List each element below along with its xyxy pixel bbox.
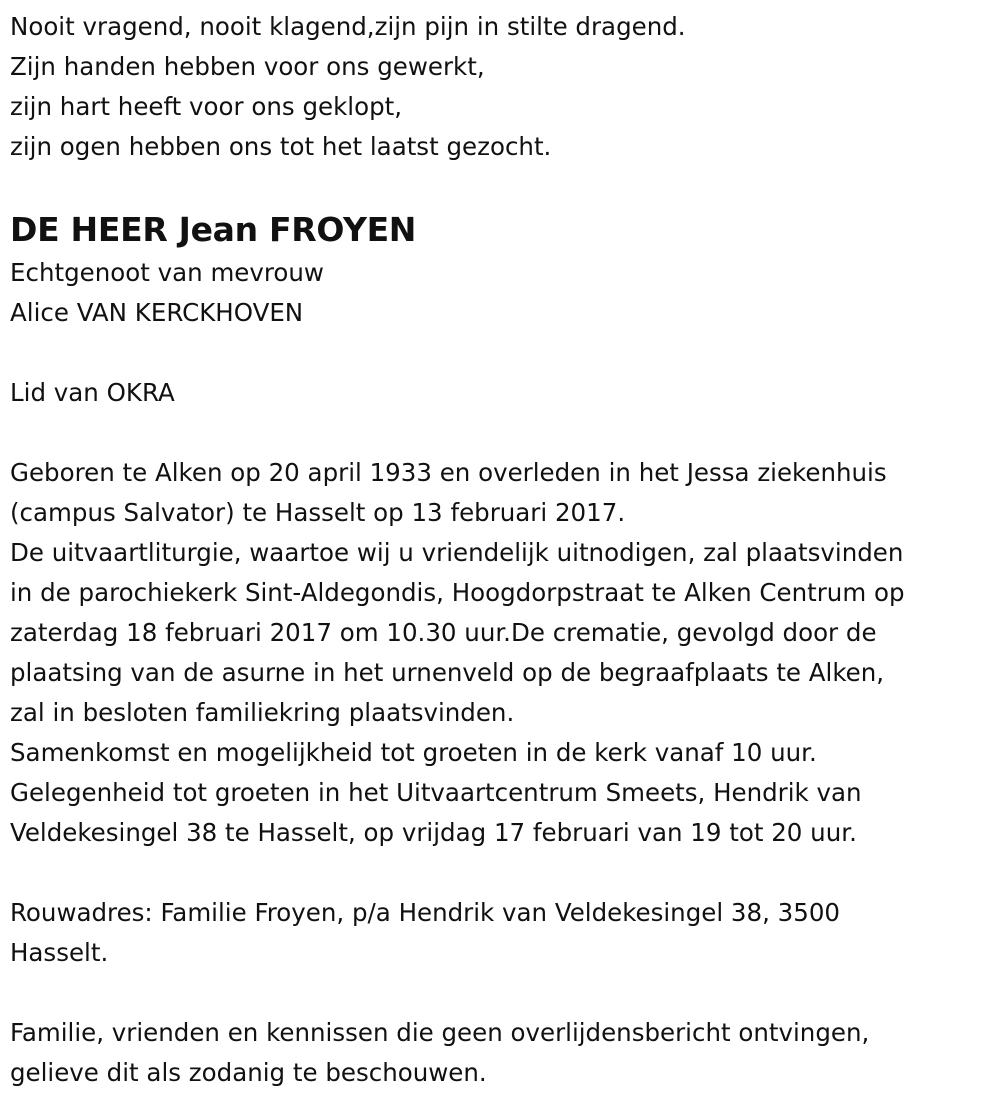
- details-line: in de parochiekerk Sint-Aldegondis, Hoogdorpstraat te Alken Centrum op: [10, 578, 905, 607]
- spouse-line: Alice VAN KERCKHOVEN: [10, 298, 304, 327]
- poem-line: Zijn handen hebben voor ons gewerkt,: [10, 52, 485, 81]
- deceased-name: DE HEER Jean FROYEN: [10, 210, 417, 249]
- closing-line: gelieve dit als zodanig te beschouwen.: [10, 1058, 487, 1087]
- poem-line: Nooit vragend, nooit klagend,zijn pijn in stilte dragend.: [10, 12, 686, 41]
- address-line: Hasselt.: [10, 938, 109, 967]
- address-line: Rouwadres: Familie Froyen, p/a Hendrik van Veldekesingel 38, 3500: [10, 898, 841, 927]
- details-line: Gelegenheid tot groeten in het Uitvaartcentrum Smeets, Hendrik van: [10, 778, 862, 807]
- spouse-info: [10, 253, 995, 333]
- details-line: Geboren te Alken op 20 april 1933 en overleden in het Jessa ziekenhuis: [10, 458, 887, 487]
- details-line: De uitvaartliturgie, waartoe wij u vriendelijk uitnodigen, zal plaatsvinden: [10, 538, 904, 567]
- poem-line: zijn hart heeft voor ons geklopt,: [10, 92, 403, 121]
- details-line: (campus Salvator) te Hasselt op 13 februari 2017.: [10, 498, 626, 527]
- poem: [10, 7, 995, 167]
- poem-line: zijn ogen hebben ons tot het laatst gezocht.: [10, 132, 552, 161]
- closing-note: [10, 1013, 995, 1093]
- closing-line: Familie, vrienden en kennissen die geen overlijdensbericht ontvingen,: [10, 1018, 870, 1047]
- details: [10, 453, 995, 853]
- details-line: zal in besloten familiekring plaatsvinden.: [10, 698, 515, 727]
- details-line: Samenkomst en mogelijkheid tot groeten in de kerk vanaf 10 uur.: [10, 738, 817, 767]
- mourning-address: [10, 893, 995, 973]
- details-line: Veldekesingel 38 te Hasselt, op vrijdag 17 februari van 19 tot 20 uur.: [10, 818, 857, 847]
- obituary-notice: [10, 7, 995, 1093]
- details-line: plaatsing van de asurne in het urnenveld op de begraafplaats te Alken,: [10, 658, 885, 687]
- details-line: zaterdag 18 februari 2017 om 10.30 uur.De crematie, gevolgd door de: [10, 618, 877, 647]
- spouse-line: Echtgenoot van mevrouw: [10, 258, 324, 287]
- membership: Lid van OKRA: [10, 378, 175, 407]
